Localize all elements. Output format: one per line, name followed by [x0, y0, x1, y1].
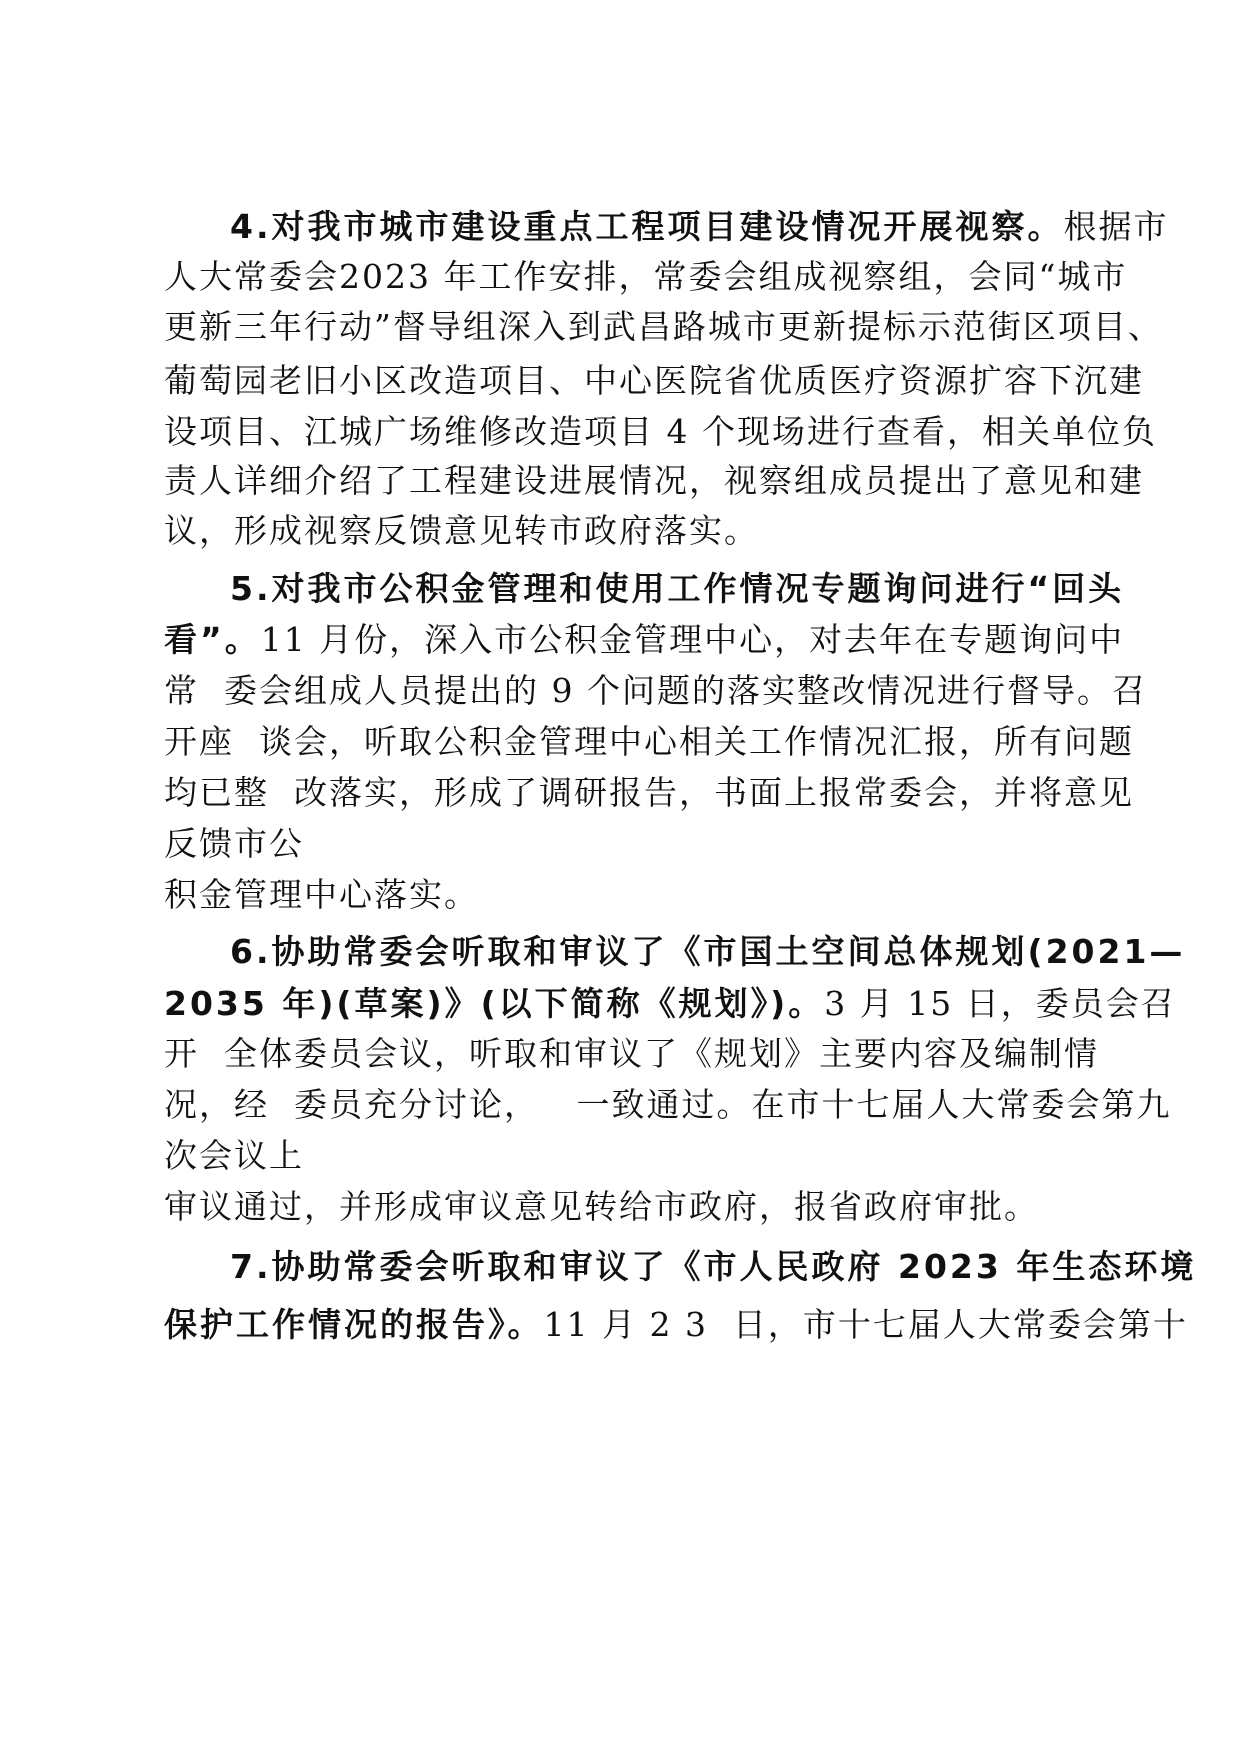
section-5-line-4: 开座 谈会，听取公积金管理中心相关工作情况汇报，所有问题	[164, 722, 1134, 761]
section-5-text: 11 月份，深入市公积金管理中心，对去年在专题询问中	[260, 620, 1125, 659]
section-7-line-1	[230, 1237, 1197, 1297]
section-5-heading-end: 看”。	[164, 620, 261, 659]
section-4-line-3: 更新三年行动”督导组深入到武昌路城市更新提标示范街区项目、	[164, 307, 1163, 346]
section-6-heading-end: 2035 年)(草案)》(以下简称《规划》)。	[164, 984, 825, 1023]
section-4-line-2: 人大常委会2023 年工作安排，常委会组成视察组，会同“城市	[164, 257, 1128, 296]
section-7-heading: 7.协助常委会听取和审议了《市人民政府 2023 年生态环境	[230, 1247, 1197, 1286]
section-5-line-6: 反馈市公	[164, 824, 304, 863]
section-5-line-7: 积金管理中心落实。	[164, 875, 479, 914]
section-5-line-3: 常 委会组成人员提出的 9 个问题的落实整改情况进行督导。召	[164, 671, 1147, 710]
section-4-heading: 4.对我市城市建设重点工程项目建设情况开展视察。	[230, 207, 1064, 246]
section-4-line-6: 责人详细介绍了工程建设进展情况，视察组成员提出了意见和建	[164, 461, 1144, 500]
section-7-heading-end: 保护工作情况的报告》。	[164, 1305, 544, 1344]
section-6-heading: 6.协助常委会听取和审议了《市国土空间总体规划(2021—	[230, 932, 1186, 971]
section-5-line-5: 均已整 改落实，形成了调研报告，书面上报常委会，并将意见	[164, 773, 1134, 812]
section-6-line-1	[230, 922, 1186, 982]
section-4-line-4: 葡萄园老旧小区改造项目、中心医院省优质医疗资源扩容下沉建	[164, 361, 1144, 400]
section-7-line-2	[164, 1295, 1188, 1355]
section-4-line-7: 议，形成视察反馈意见转市政府落实。	[164, 511, 759, 550]
section-5-heading: 5.对我市公积金管理和使用工作情况专题询问进行“回头	[230, 569, 1125, 608]
section-7-text: 11 月 2 3 日，市十七届人大常委会第十	[543, 1305, 1188, 1344]
section-6-line-3: 开 全体委员会议，听取和审议了《规划》主要内容及编制情	[164, 1034, 1099, 1073]
section-6-line-4: 况，经 委员充分讨论， 一致通过。在市十七届人大常委会第九	[164, 1085, 1172, 1124]
section-4-text: 根据市	[1063, 207, 1169, 246]
section-6-text: 3 月 15 日，委员会召	[824, 984, 1176, 1023]
section-4-line-5: 设项目、江城广场维修改造项目 4 个现场进行查看，相关单位负	[164, 412, 1157, 451]
section-6-line-6: 审议通过，并形成审议意见转给市政府，报省政府审批。	[164, 1187, 1039, 1226]
section-6-line-5: 次会议上	[164, 1136, 304, 1175]
